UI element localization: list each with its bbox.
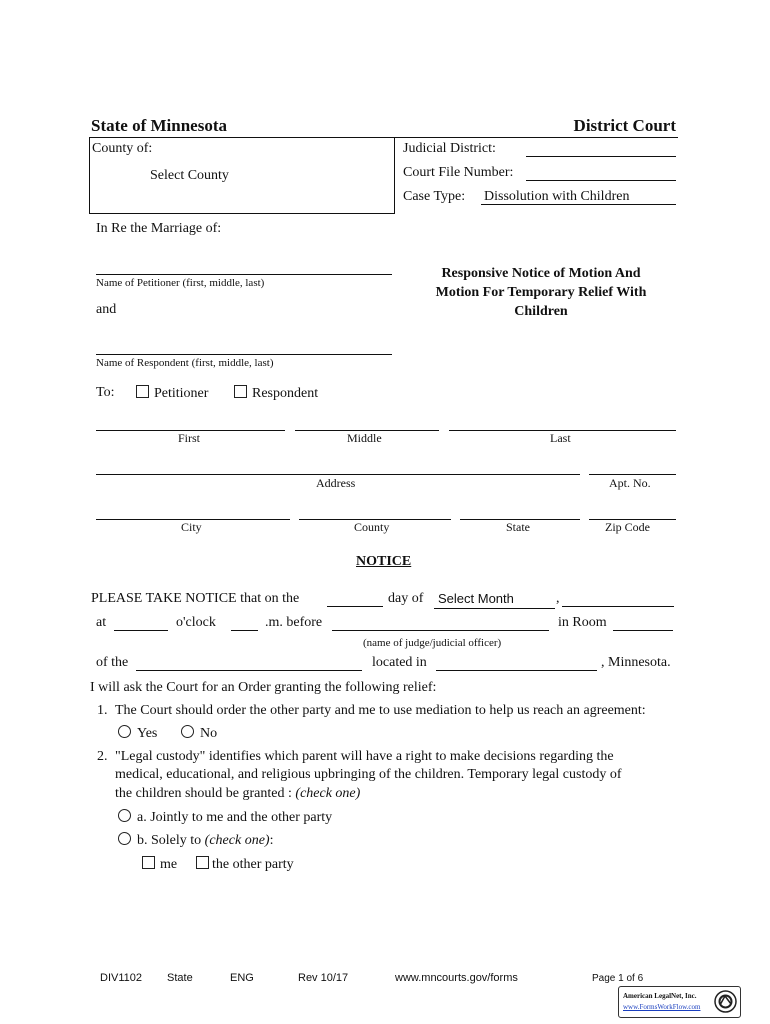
address-field[interactable] bbox=[96, 474, 580, 475]
m-before-text: .m. before bbox=[265, 615, 323, 630]
of-the-text: of the bbox=[96, 655, 129, 670]
county-address-label: County bbox=[354, 520, 390, 534]
custody-joint-radio[interactable] bbox=[118, 809, 332, 826]
address-label: Address bbox=[316, 476, 356, 490]
page-of: of bbox=[626, 973, 635, 984]
and-label: and bbox=[96, 302, 117, 317]
footer-language: ENG bbox=[230, 972, 254, 984]
court-file-number-field[interactable] bbox=[526, 180, 676, 181]
court-heading: District Court bbox=[573, 116, 676, 135]
checkbox-icon bbox=[234, 385, 247, 398]
middle-label: Middle bbox=[347, 431, 382, 445]
hour-field[interactable] bbox=[114, 630, 168, 631]
legalnet-badge[interactable] bbox=[618, 986, 741, 1018]
joint-label: a. Jointly to me and the other party bbox=[137, 810, 333, 825]
state-heading: State of Minnesota bbox=[91, 116, 227, 135]
petitioner-name-label: Name of Petitioner (first, middle, last) bbox=[96, 277, 265, 289]
page-indicator bbox=[592, 973, 643, 984]
footer-state: State bbox=[167, 972, 193, 984]
judge-caption: (name of judge/judicial officer) bbox=[363, 637, 502, 649]
please-take-notice-text: PLEASE TAKE NOTICE that on the bbox=[91, 591, 300, 606]
checkbox-icon bbox=[196, 856, 209, 869]
check-one-note: (check one) bbox=[204, 833, 270, 848]
respondent-option-label: Respondent bbox=[252, 386, 319, 401]
first-label: First bbox=[178, 431, 201, 445]
in-re-label: In Re the Marriage of: bbox=[96, 221, 222, 236]
judicial-district-label: Judicial District: bbox=[403, 141, 496, 156]
court-file-number-label: Court File Number: bbox=[403, 165, 514, 180]
relief-intro: I will ask the Court for an Order granting the following relief: bbox=[90, 680, 437, 695]
courthouse-field[interactable] bbox=[136, 670, 362, 671]
month-underline bbox=[434, 608, 555, 609]
respondent-name-field[interactable] bbox=[96, 354, 392, 355]
item1-number: 1. bbox=[97, 703, 108, 718]
radio-icon bbox=[118, 809, 131, 822]
day-field[interactable] bbox=[327, 606, 383, 607]
apt-label: Apt. No. bbox=[609, 476, 651, 490]
document-title: Responsive Notice of Motion And Motion For Temporary Relief With Children bbox=[435, 266, 647, 319]
sole-other-party-checkbox[interactable] bbox=[196, 856, 294, 873]
month-select[interactable]: Select Month bbox=[438, 591, 514, 606]
state-label: State bbox=[506, 520, 530, 534]
judicial-district-field[interactable] bbox=[526, 156, 676, 157]
apt-field[interactable] bbox=[589, 474, 676, 475]
minnesota-text: , Minnesota. bbox=[601, 655, 671, 670]
day-of-text: day of bbox=[388, 591, 424, 606]
judge-field[interactable] bbox=[332, 630, 549, 631]
in-room-text: in Room bbox=[558, 615, 607, 630]
mediation-no-radio[interactable] bbox=[181, 725, 217, 742]
sole-me-checkbox[interactable] bbox=[142, 856, 177, 873]
respondent-name-label: Name of Respondent (first, middle, last) bbox=[96, 357, 274, 369]
case-type-label: Case Type: bbox=[403, 189, 466, 204]
no-label: No bbox=[200, 726, 218, 741]
year-field[interactable] bbox=[562, 606, 674, 607]
item2-number: 2. bbox=[97, 749, 108, 764]
badge-name: American LegalNet, Inc. bbox=[623, 992, 697, 1000]
radio-icon bbox=[181, 725, 194, 738]
checkbox-icon bbox=[142, 856, 155, 869]
item2-line2: medical, educational, and religious upbringing of the children. Temporary legal custody of bbox=[115, 767, 622, 782]
form-id: DIV1102 bbox=[100, 972, 142, 984]
notice-heading: NOTICE bbox=[356, 554, 412, 569]
me-label: me bbox=[160, 857, 178, 872]
located-in-text: located in bbox=[372, 655, 427, 670]
legalnet-logo-icon bbox=[714, 990, 737, 1013]
county-select[interactable]: Select County bbox=[150, 168, 229, 183]
county-label: County of: bbox=[92, 141, 153, 156]
footer-revision: Rev 10/17 bbox=[298, 972, 349, 984]
comma-text: , bbox=[556, 591, 560, 606]
sole-label: b. Solely to bbox=[137, 833, 202, 848]
other-party-label: the other party bbox=[212, 857, 294, 872]
petitioner-name-field[interactable] bbox=[96, 274, 392, 275]
item2-line3 bbox=[115, 786, 360, 802]
page-prefix: Page bbox=[592, 973, 616, 984]
oclock-text: o'clock bbox=[176, 615, 216, 630]
page-number: 1 bbox=[618, 973, 624, 984]
colon-text: : bbox=[269, 833, 274, 848]
petitioner-option-label: Petitioner bbox=[154, 386, 209, 401]
yes-label: Yes bbox=[137, 726, 158, 741]
last-label: Last bbox=[550, 431, 571, 445]
city-location-field[interactable] bbox=[436, 670, 597, 671]
item1-text: The Court should order the other party and me to use mediation to help us reach an agreement: bbox=[115, 703, 646, 718]
radio-icon bbox=[118, 725, 131, 738]
case-type-value: Dissolution with Children bbox=[484, 189, 630, 204]
item2-line1: "Legal custody" identifies which parent will have a right to make decisions regarding the bbox=[115, 749, 614, 764]
zip-label: Zip Code bbox=[605, 520, 650, 534]
respondent-checkbox[interactable] bbox=[234, 385, 318, 402]
mediation-yes-radio[interactable] bbox=[118, 725, 157, 742]
room-field[interactable] bbox=[613, 630, 673, 631]
page-total: 6 bbox=[637, 973, 644, 984]
footer-url[interactable]: www.mncourts.gov/forms bbox=[395, 972, 518, 984]
item2-line3-text: the children should be granted : bbox=[115, 786, 292, 801]
city-label: City bbox=[181, 520, 202, 534]
case-type-underline bbox=[481, 204, 676, 205]
at-text: at bbox=[96, 615, 107, 630]
checkbox-icon bbox=[136, 385, 149, 398]
custody-sole-radio[interactable] bbox=[118, 832, 273, 849]
to-label: To: bbox=[96, 385, 115, 400]
radio-icon bbox=[118, 832, 131, 845]
am-pm-field[interactable] bbox=[231, 630, 258, 631]
badge-url: www.FormsWorkFlow.com bbox=[623, 1003, 701, 1011]
petitioner-checkbox[interactable] bbox=[136, 385, 208, 402]
check-one-note: (check one) bbox=[295, 786, 361, 801]
